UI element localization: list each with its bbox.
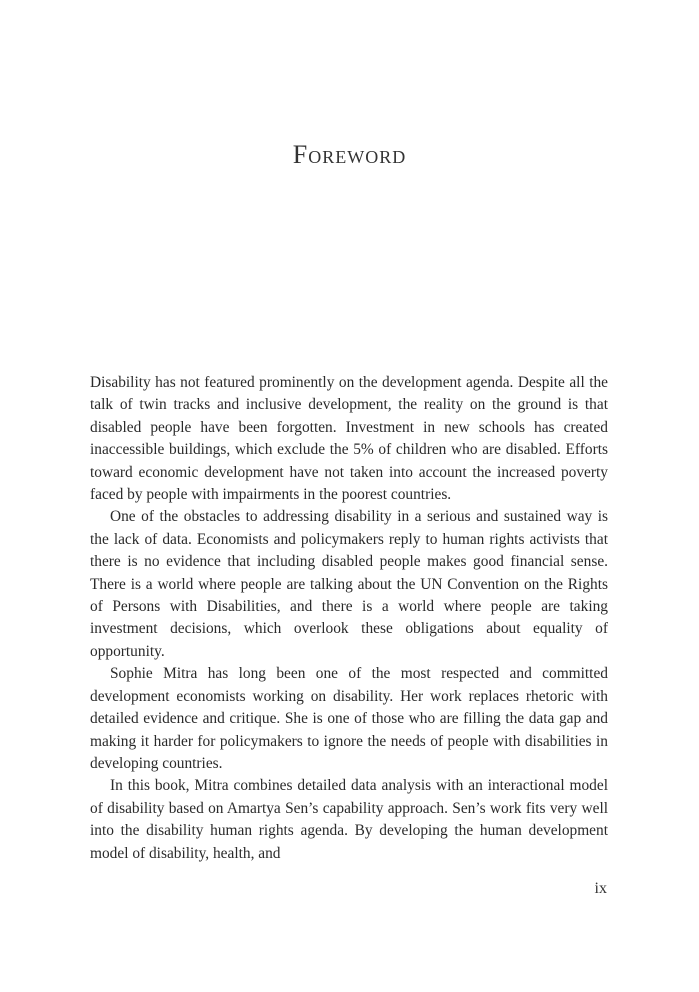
page-number: ix — [594, 880, 607, 897]
paragraph: In this book, Mitra combines detailed data analysis with an interactional model of disability based on Amartya Sen’s capability approach. Sen’s work fits very well into the disability human rights agenda. By developing the human development model of disability, health, and — [90, 777, 608, 862]
paragraph: One of the obstacles to addressing disability in a serious and sustained way is the lack of data. Economists and policymakers reply to human rights activists that there is no evidence that including disabled people makes good financial sense. There is a world where people are talking about the UN Convention on the Rights of Persons with Disabilities, and there is a world where people are taking investment decisions, which overlook these obligations about equality of opportunity. — [90, 508, 608, 660]
paragraph: Sophie Mitra has long been one of the most respected and committed development economists working on disability. Her work replaces rhetoric with detailed evidence and critique. She is one of those who are filling the data gap and making it harder for policymakers to ignore the needs of people with disabilities in developing countries. — [90, 665, 608, 772]
foreword-body — [90, 372, 608, 865]
chapter-title: Foreword — [292, 140, 407, 169]
paragraph: Disability has not featured prominently on the development agenda. Despite all the talk of twin tracks and inclusive development, the reality on the ground is that disabled people have been forgotten. Investment in new schools has created inaccessible buildings, which exclude the 5% of children who are disabled. Efforts toward economic development have not taken into account the increased poverty faced by people with impairments in the poorest countries. — [90, 374, 608, 504]
